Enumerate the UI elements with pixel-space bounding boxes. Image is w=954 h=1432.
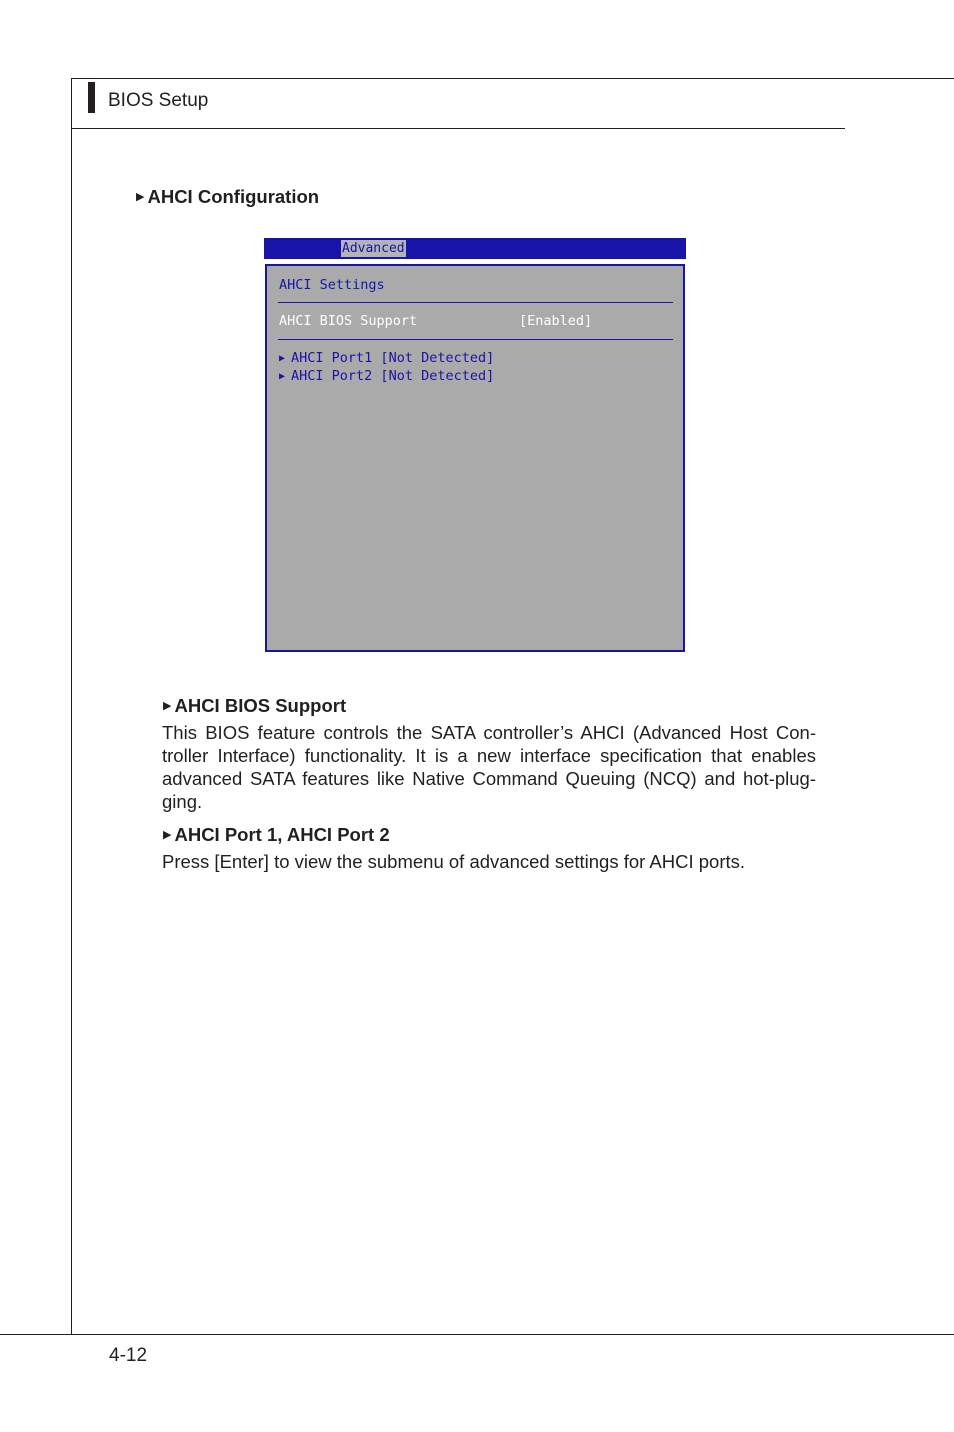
item-heading-ahci-bios-support xyxy=(163,695,346,717)
submenu-arrow-icon: ▶ xyxy=(279,371,286,382)
header-divider xyxy=(71,128,845,129)
item-description-ahci-ports: Press [Enter] to view the submenu of advanced settings for AHCI ports. xyxy=(162,851,746,872)
triangle-bullet-icon: ▶ xyxy=(163,700,172,712)
item-heading-label: AHCI Port 1, AHCI Port 2 xyxy=(174,824,390,845)
page-header-title: BIOS Setup xyxy=(108,90,209,111)
triangle-bullet-icon: ▶ xyxy=(136,191,145,203)
bios-divider-bottom xyxy=(278,339,673,340)
bios-divider-top xyxy=(278,302,673,303)
triangle-bullet-icon: ▶ xyxy=(163,829,172,841)
bios-option-ahci-bios-support[interactable]: AHCI BIOS Support xyxy=(279,313,418,329)
left-border-rule xyxy=(71,78,72,1335)
bios-tab-advanced[interactable]: Advanced xyxy=(342,241,405,256)
bios-submenu-ahci-port2[interactable] xyxy=(279,367,494,386)
bios-submenu-label: AHCI Port2 [Not Detected] xyxy=(291,368,495,384)
header-marker-bar xyxy=(88,82,95,113)
bios-submenu-ahci-port1[interactable] xyxy=(279,349,494,368)
bios-submenu-label: AHCI Port1 [Not Detected] xyxy=(291,350,495,366)
footer-rule xyxy=(0,1334,954,1335)
page-number: 4-12 xyxy=(109,1345,148,1366)
top-border-rule xyxy=(71,78,954,79)
bios-panel xyxy=(265,264,685,652)
bios-panel-heading: AHCI Settings xyxy=(279,277,385,293)
section-heading-label: AHCI Configuration xyxy=(147,186,320,207)
bios-menu-bar xyxy=(264,238,686,259)
bios-option-value[interactable]: [Enabled] xyxy=(519,313,593,329)
item-heading-ahci-ports xyxy=(163,824,390,846)
submenu-arrow-icon: ▶ xyxy=(279,353,286,364)
item-heading-label: AHCI BIOS Support xyxy=(174,695,347,716)
bios-screen xyxy=(264,238,686,653)
section-heading xyxy=(136,186,319,208)
item-description-ahci-bios-support: This BIOS feature controls the SATA controller’s AHCI (Advanced Host Con-troller Interface) functionality. It is a new interface specification that enables advanced SATA features like Native Command Queuing (NCQ) and hot-plug-ging. xyxy=(162,722,816,812)
